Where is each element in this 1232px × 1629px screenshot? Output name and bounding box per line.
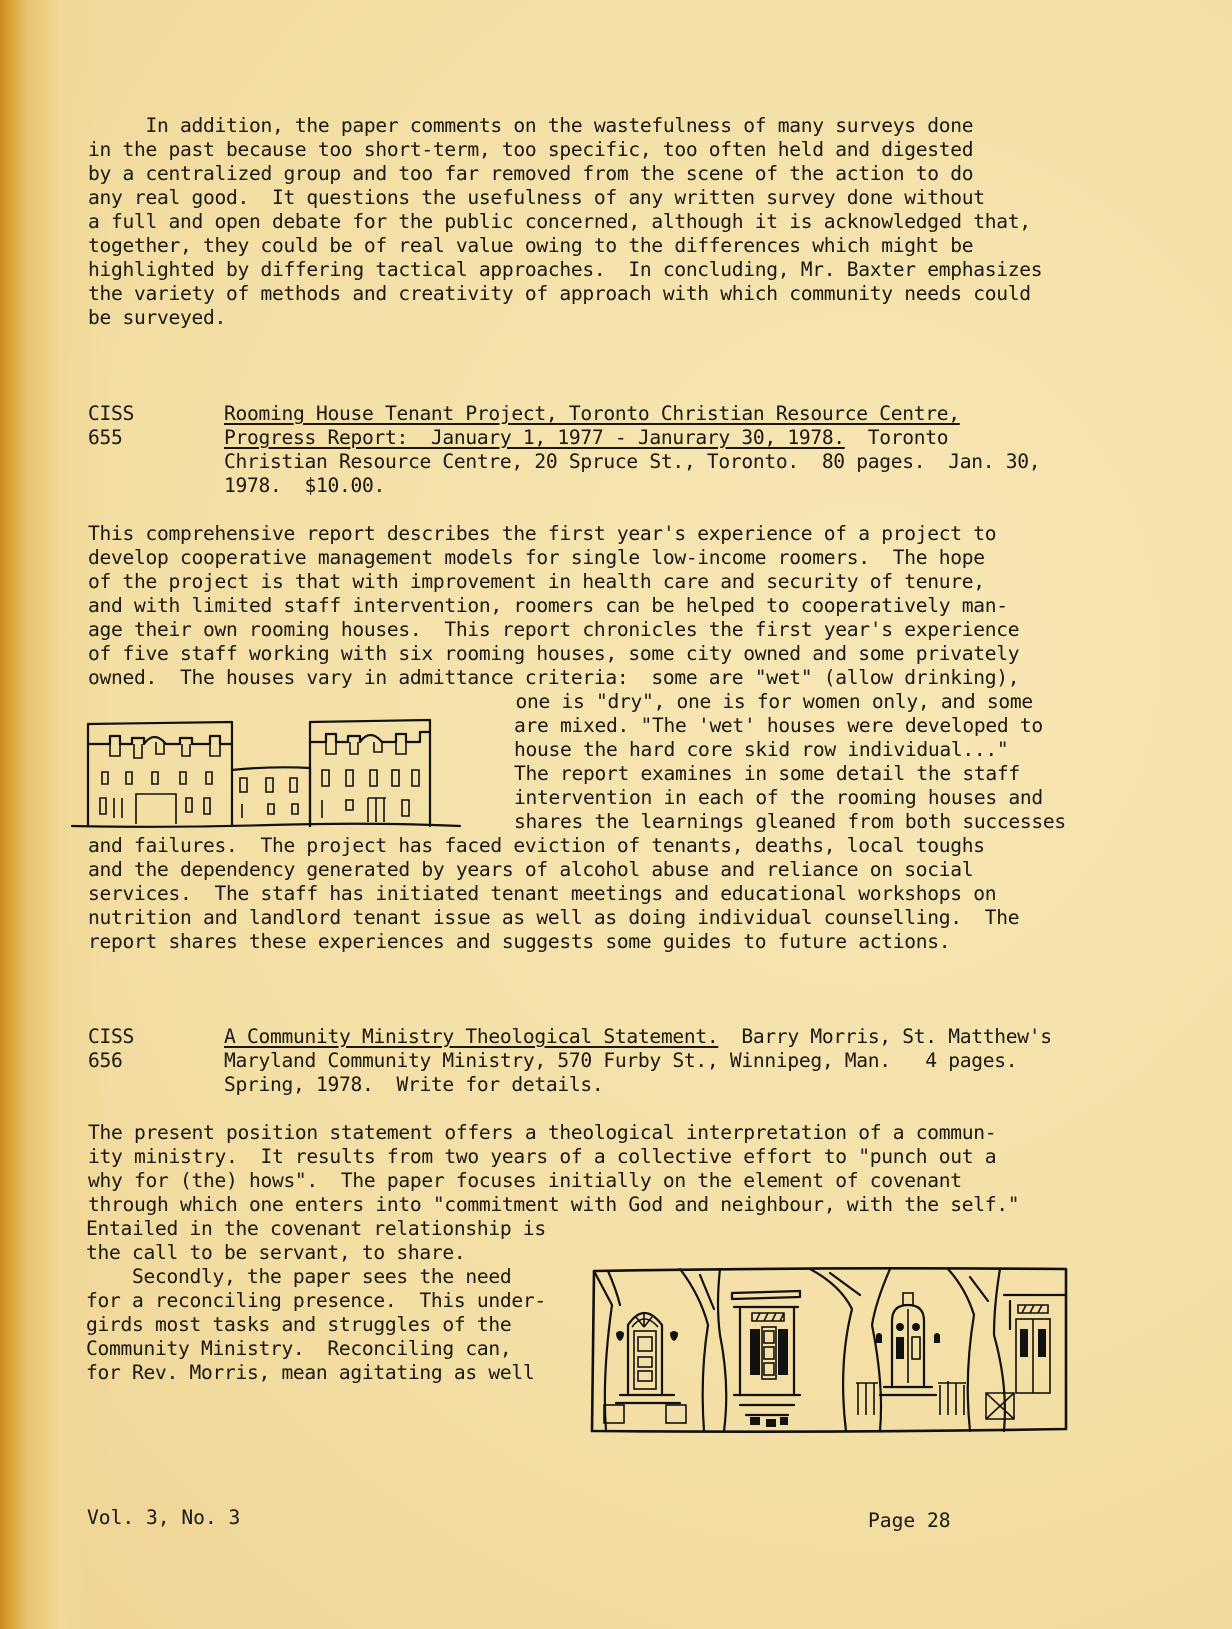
footer-volume: Vol. 3, No. 3 <box>87 1506 241 1529</box>
rooming-houses-illustration <box>70 714 470 834</box>
abstract-line: are mixed. "The 'wet' houses were developed to <box>514 714 1043 737</box>
abstract-line: girds most tasks and struggles of the <box>86 1313 512 1336</box>
abstract-line: develop cooperative management models for single low-income roomers. The hope <box>88 546 985 569</box>
citation-line: Spring, 1978. Write for details. <box>224 1073 604 1096</box>
citation-line: 1978. $10.00. <box>224 474 385 497</box>
intro-line: In addition, the paper comments on the wastefulness of many surveys done <box>88 114 974 137</box>
abstract-line: age their own rooming houses. This report chronicles the first year's experience <box>88 618 1020 641</box>
citation-title: A Community Ministry Theological Statement. <box>224 1025 719 1048</box>
citation-title-line <box>224 426 948 450</box>
street-doorways-illustration <box>590 1265 1068 1437</box>
abstract-line: and the dependency generated by years of alcohol abuse and reliance on social <box>88 858 974 881</box>
citation-line: Maryland Community Ministry, 570 Furby St., Winnipeg, Man. 4 pages. <box>224 1049 1018 1072</box>
footer-page-number: Page 28 <box>868 1509 951 1532</box>
citation-title-line <box>224 1025 1052 1049</box>
intro-line: any real good. It questions the usefulness of any written survey done without <box>88 186 985 209</box>
citation-title: Rooming House Tenant Project, Toronto Christian Resource Centre, <box>224 402 960 425</box>
abstract-line: for Rev. Morris, mean agitating as well <box>86 1361 535 1384</box>
intro-line: by a centralized group and too far removed from the scene of the action to do <box>88 162 974 185</box>
citation-title-line <box>224 402 960 426</box>
abstract-line: the call to be servant, to share. <box>86 1241 466 1264</box>
abstract-line: nutrition and landlord tenant issue as well as doing individual counselling. The <box>88 906 1020 929</box>
intro-line: the variety of methods and creativity of approach with which community needs could <box>88 282 1031 305</box>
entry-code-label: CISS <box>88 1025 134 1048</box>
abstract-line: one is "dry", one is for women only, and some <box>504 690 1033 713</box>
abstract-line: why for (the) hows". The paper focuses initially on the element of covenant <box>88 1169 962 1192</box>
intro-line: in the past because too short-term, too specific, too often held and digested <box>88 138 974 161</box>
intro-line: highlighted by differing tactical approaches. In concluding, Mr. Baxter emphasizes <box>88 258 1043 281</box>
abstract-line: Entailed in the covenant relationship is <box>86 1217 546 1240</box>
abstract-line: shares the learnings gleaned from both successes <box>514 810 1066 833</box>
citation-text: Barry Morris, St. Matthew's <box>718 1025 1052 1048</box>
intro-line: be surveyed. <box>88 306 226 329</box>
citation-title: Progress Report: January 1, 1977 - Janurary 30, 1978. <box>224 426 845 449</box>
entry-code-label: CISS <box>88 402 134 425</box>
abstract-line: ity ministry. It results from two years of a collective effort to "punch out a <box>88 1145 997 1168</box>
entry-code-number: 656 <box>88 1049 123 1072</box>
citation-text: Toronto <box>844 426 949 449</box>
abstract-line: owned. The houses vary in admittance criteria: some are "wet" (allow drinking), <box>88 666 1020 689</box>
abstract-line: This comprehensive report describes the first year's experience of a project to <box>88 522 997 545</box>
abstract-line: Secondly, the paper sees the need <box>86 1265 512 1288</box>
abstract-line: of five staff working with six rooming houses, some city owned and some privately <box>88 642 1020 665</box>
abstract-line: of the project is that with improvement in health care and security of tenure, <box>88 570 985 593</box>
abstract-line: through which one enters into "commitment with God and neighbour, with the self." <box>88 1193 1020 1216</box>
entry-code-number: 655 <box>88 426 123 449</box>
abstract-line: for a reconciling presence. This under- <box>86 1289 546 1312</box>
abstract-line: house the hard core skid row individual..." <box>514 738 1009 761</box>
abstract-line: services. The staff has initiated tenant meetings and educational workshops on <box>88 882 997 905</box>
abstract-line: The present position statement offers a theological interpretation of a commun- <box>88 1121 997 1144</box>
abstract-line: The report examines in some detail the staff <box>514 762 1020 785</box>
intro-line: together, they could be of real value owing to the differences which might be <box>88 234 974 257</box>
abstract-line: intervention in each of the rooming houses and <box>514 786 1043 809</box>
abstract-line: Community Ministry. Reconciling can, <box>86 1337 512 1360</box>
citation-line: Christian Resource Centre, 20 Spruce St., Toronto. 80 pages. Jan. 30, <box>224 450 1041 473</box>
abstract-line: and failures. The project has faced eviction of tenants, deaths, local toughs <box>88 834 985 857</box>
abstract-line: and with limited staff intervention, roomers can be helped to cooperatively man- <box>88 594 1008 617</box>
abstract-line: report shares these experiences and suggests some guides to future actions. <box>88 930 951 953</box>
intro-line: a full and open debate for the public concerned, although it is acknowledged that, <box>88 210 1031 233</box>
